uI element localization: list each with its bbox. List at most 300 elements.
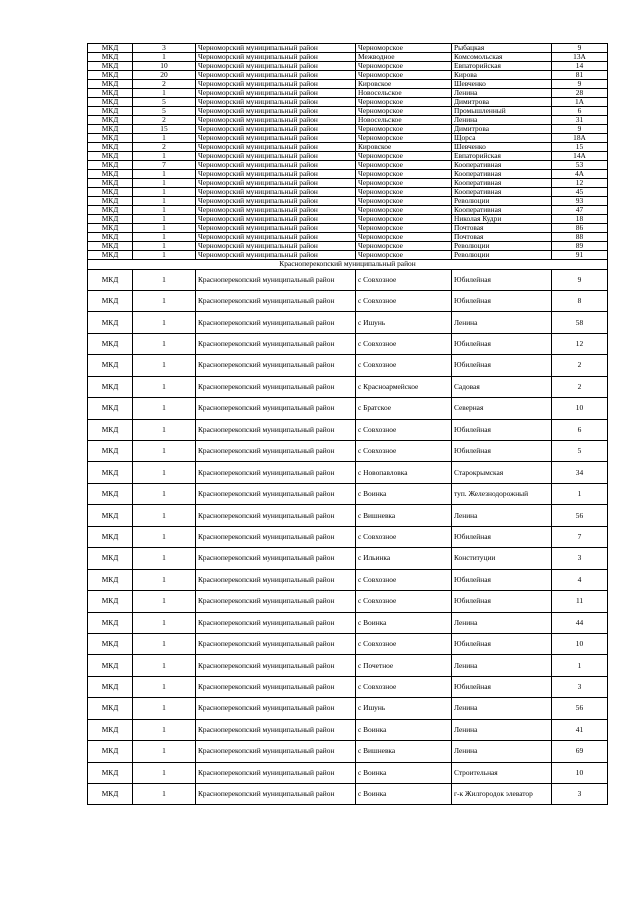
count-cell: 1 — [133, 333, 196, 354]
count-cell: 2 — [133, 116, 196, 125]
street-cell: Рыбацкая — [452, 44, 552, 53]
settlement-cell: Черноморское — [356, 179, 452, 188]
house-cell: 2 — [552, 355, 608, 376]
district-cell: Черноморский муниципальный район — [196, 53, 356, 62]
settlement-cell: с Братское — [356, 398, 452, 419]
settlement-cell: Кировское — [356, 80, 452, 89]
street-cell: Революции — [452, 242, 552, 251]
settlement-cell: Черноморское — [356, 125, 452, 134]
settlement-cell: с Совхозное — [356, 269, 452, 290]
street-cell: Юбилейная — [452, 526, 552, 547]
house-cell: 58 — [552, 312, 608, 333]
district-cell: Красноперекопский муниципальный район — [196, 569, 356, 590]
table-row — [88, 233, 608, 242]
settlement-cell: Черноморское — [356, 161, 452, 170]
house-cell: 93 — [552, 197, 608, 206]
house-cell: 18 — [552, 215, 608, 224]
table-row — [88, 633, 608, 654]
settlement-cell: с Воинка — [356, 784, 452, 805]
house-cell: 14 — [552, 62, 608, 71]
count-cell: 1 — [133, 251, 196, 260]
settlement-cell: Новосельское — [356, 89, 452, 98]
count-cell: 1 — [133, 89, 196, 98]
district-cell: Черноморский муниципальный район — [196, 71, 356, 80]
house-cell: 81 — [552, 71, 608, 80]
type-cell: МКД — [88, 71, 133, 80]
type-cell: МКД — [88, 224, 133, 233]
settlement-cell: с Совхозное — [356, 355, 452, 376]
table-row — [88, 71, 608, 80]
type-cell: МКД — [88, 548, 133, 569]
district-cell: Черноморский муниципальный район — [196, 161, 356, 170]
count-cell: 10 — [133, 62, 196, 71]
type-cell: МКД — [88, 676, 133, 697]
street-cell: Кооперативная — [452, 179, 552, 188]
street-cell: Строительная — [452, 762, 552, 783]
table-row — [88, 612, 608, 633]
settlement-cell: Черноморское — [356, 71, 452, 80]
count-cell: 1 — [133, 784, 196, 805]
count-cell: 1 — [133, 224, 196, 233]
settlement-cell: Черноморское — [356, 242, 452, 251]
district-cell: Красноперекопский муниципальный район — [196, 591, 356, 612]
district-cell: Красноперекопский муниципальный район — [196, 505, 356, 526]
settlement-cell: с Новопавловка — [356, 462, 452, 483]
table-row — [88, 398, 608, 419]
type-cell: МКД — [88, 290, 133, 311]
type-cell: МКД — [88, 762, 133, 783]
house-cell: 44 — [552, 612, 608, 633]
settlement-cell: Черноморское — [356, 224, 452, 233]
district-cell: Красноперекопский муниципальный район — [196, 655, 356, 676]
type-cell: МКД — [88, 419, 133, 440]
settlement-cell: с Совхозное — [356, 419, 452, 440]
street-cell: Юбилейная — [452, 676, 552, 697]
street-cell: Димитрова — [452, 125, 552, 134]
street-cell: Ленина — [452, 312, 552, 333]
count-cell: 1 — [133, 134, 196, 143]
type-cell: МКД — [88, 698, 133, 719]
district-cell: Красноперекопский муниципальный район — [196, 762, 356, 783]
count-cell: 2 — [133, 143, 196, 152]
house-cell: 89 — [552, 242, 608, 251]
count-cell: 1 — [133, 152, 196, 161]
table-row — [88, 98, 608, 107]
table-row — [88, 355, 608, 376]
count-cell: 1 — [133, 526, 196, 547]
house-cell: 47 — [552, 206, 608, 215]
table-row — [88, 376, 608, 397]
house-cell: 6 — [552, 107, 608, 116]
type-cell: МКД — [88, 591, 133, 612]
type-cell: МКД — [88, 655, 133, 676]
table-row — [88, 125, 608, 134]
street-cell: Ленина — [452, 698, 552, 719]
house-cell: 7 — [552, 526, 608, 547]
district-cell: Красноперекопский муниципальный район — [196, 548, 356, 569]
house-cell: 86 — [552, 224, 608, 233]
settlement-cell: с Совхозное — [356, 441, 452, 462]
street-cell: Юбилейная — [452, 355, 552, 376]
district-cell: Черноморский муниципальный район — [196, 215, 356, 224]
settlement-cell: Черноморское — [356, 62, 452, 71]
table-row — [88, 290, 608, 311]
house-cell: 41 — [552, 719, 608, 740]
count-cell: 1 — [133, 441, 196, 462]
count-cell: 1 — [133, 419, 196, 440]
count-cell: 1 — [133, 741, 196, 762]
street-cell: Кирова — [452, 71, 552, 80]
type-cell: МКД — [88, 505, 133, 526]
street-cell: Юбилейная — [452, 290, 552, 311]
count-cell: 1 — [133, 188, 196, 197]
type-cell: МКД — [88, 80, 133, 89]
district-cell: Красноперекопский муниципальный район — [196, 698, 356, 719]
district-cell: Черноморский муниципальный район — [196, 62, 356, 71]
settlement-cell: Черноморское — [356, 233, 452, 242]
type-cell: МКД — [88, 376, 133, 397]
count-cell: 1 — [133, 505, 196, 526]
settlement-cell: с Совхозное — [356, 569, 452, 590]
table-row — [88, 206, 608, 215]
house-cell: 69 — [552, 741, 608, 762]
table-row — [88, 419, 608, 440]
district-cell: Красноперекопский муниципальный район — [196, 312, 356, 333]
house-cell: 5 — [552, 441, 608, 462]
settlement-cell: с Вишневка — [356, 505, 452, 526]
district-cell: Красноперекопский муниципальный район — [196, 376, 356, 397]
street-cell: Промышленный — [452, 107, 552, 116]
house-cell: 9 — [552, 44, 608, 53]
table-row — [88, 741, 608, 762]
count-cell: 1 — [133, 53, 196, 62]
house-cell: 10 — [552, 633, 608, 654]
type-cell: МКД — [88, 719, 133, 740]
count-cell: 20 — [133, 71, 196, 80]
street-cell: Евпаторийская — [452, 152, 552, 161]
count-cell: 15 — [133, 125, 196, 134]
table-row — [88, 44, 608, 53]
street-cell: Революции — [452, 197, 552, 206]
type-cell: МКД — [88, 152, 133, 161]
housing-table — [87, 43, 608, 805]
district-cell: Черноморский муниципальный район — [196, 233, 356, 242]
district-cell: Черноморский муниципальный район — [196, 125, 356, 134]
type-cell: МКД — [88, 526, 133, 547]
street-cell: Старокрымская — [452, 462, 552, 483]
settlement-cell: с Ишунь — [356, 312, 452, 333]
count-cell: 1 — [133, 179, 196, 188]
district-cell: Черноморский муниципальный район — [196, 242, 356, 251]
count-cell: 1 — [133, 633, 196, 654]
district-cell: Черноморский муниципальный район — [196, 143, 356, 152]
house-cell: 91 — [552, 251, 608, 260]
street-cell: Ленина — [452, 655, 552, 676]
settlement-cell: с Совхозное — [356, 591, 452, 612]
settlement-cell: с Воинка — [356, 719, 452, 740]
type-cell: МКД — [88, 312, 133, 333]
street-cell: Юбилейная — [452, 633, 552, 654]
street-cell: Ленина — [452, 89, 552, 98]
district-cell: Красноперекопский муниципальный район — [196, 526, 356, 547]
type-cell: МКД — [88, 233, 133, 242]
district-cell: Черноморский муниципальный район — [196, 152, 356, 161]
settlement-cell: Черноморское — [356, 107, 452, 116]
section-header-row — [88, 260, 608, 270]
type-cell: МКД — [88, 441, 133, 462]
table-row — [88, 719, 608, 740]
settlement-cell: Межводное — [356, 53, 452, 62]
district-cell: Черноморский муниципальный район — [196, 116, 356, 125]
count-cell: 3 — [133, 44, 196, 53]
type-cell: МКД — [88, 62, 133, 71]
district-cell: Черноморский муниципальный район — [196, 44, 356, 53]
table-row — [88, 526, 608, 547]
street-cell: Садовая — [452, 376, 552, 397]
district-cell: Черноморский муниципальный район — [196, 206, 356, 215]
count-cell: 1 — [133, 269, 196, 290]
district-cell: Красноперекопский муниципальный район — [196, 676, 356, 697]
count-cell: 5 — [133, 98, 196, 107]
table-row — [88, 152, 608, 161]
type-cell: МКД — [88, 44, 133, 53]
settlement-cell: Черноморское — [356, 44, 452, 53]
table-row — [88, 312, 608, 333]
type-cell: МКД — [88, 179, 133, 188]
settlement-cell: с Воинка — [356, 612, 452, 633]
table-row — [88, 483, 608, 504]
house-cell: 10 — [552, 398, 608, 419]
count-cell: 1 — [133, 698, 196, 719]
house-cell: 15 — [552, 143, 608, 152]
settlement-cell: Черноморское — [356, 188, 452, 197]
settlement-cell: с Совхозное — [356, 333, 452, 354]
house-cell: 4А — [552, 170, 608, 179]
house-cell: 1 — [552, 483, 608, 504]
table-row — [88, 242, 608, 251]
count-cell: 1 — [133, 569, 196, 590]
table-row — [88, 53, 608, 62]
district-cell: Черноморский муниципальный район — [196, 188, 356, 197]
table-row — [88, 655, 608, 676]
house-cell: 10 — [552, 762, 608, 783]
house-cell: 56 — [552, 505, 608, 526]
house-cell: 18А — [552, 134, 608, 143]
table-body — [88, 44, 608, 805]
count-cell: 5 — [133, 107, 196, 116]
type-cell: МКД — [88, 633, 133, 654]
district-cell: Черноморский муниципальный район — [196, 98, 356, 107]
count-cell: 2 — [133, 80, 196, 89]
street-cell: Кооперативная — [452, 206, 552, 215]
count-cell: 1 — [133, 719, 196, 740]
table-row — [88, 224, 608, 233]
table-row — [88, 591, 608, 612]
house-cell: 3 — [552, 676, 608, 697]
district-cell: Черноморский муниципальный район — [196, 170, 356, 179]
street-cell: Конституции — [452, 548, 552, 569]
count-cell: 1 — [133, 242, 196, 251]
street-cell: Ленина — [452, 741, 552, 762]
street-cell: Почтовая — [452, 233, 552, 242]
house-cell: 6 — [552, 419, 608, 440]
district-cell: Черноморский муниципальный район — [196, 251, 356, 260]
settlement-cell: с Совхозное — [356, 633, 452, 654]
table-row — [88, 784, 608, 805]
settlement-cell: с Ишунь — [356, 698, 452, 719]
table-row — [88, 188, 608, 197]
type-cell: МКД — [88, 741, 133, 762]
table-row — [88, 762, 608, 783]
district-cell: Черноморский муниципальный район — [196, 224, 356, 233]
district-cell: Красноперекопский муниципальный район — [196, 719, 356, 740]
type-cell: МКД — [88, 784, 133, 805]
count-cell: 1 — [133, 655, 196, 676]
street-cell: Юбилейная — [452, 419, 552, 440]
type-cell: МКД — [88, 333, 133, 354]
type-cell: МКД — [88, 188, 133, 197]
table-row — [88, 569, 608, 590]
district-cell: Черноморский муниципальный район — [196, 179, 356, 188]
count-cell: 1 — [133, 206, 196, 215]
street-cell: Юбилейная — [452, 441, 552, 462]
table-row — [88, 116, 608, 125]
district-cell: Красноперекопский муниципальный район — [196, 612, 356, 633]
type-cell: МКД — [88, 215, 133, 224]
district-cell: Красноперекопский муниципальный район — [196, 419, 356, 440]
settlement-cell: Черноморское — [356, 134, 452, 143]
table-row — [88, 161, 608, 170]
street-cell: Революции — [452, 251, 552, 260]
street-cell: Ленина — [452, 612, 552, 633]
count-cell: 1 — [133, 233, 196, 242]
street-cell: Димитрова — [452, 98, 552, 107]
street-cell: Юбилейная — [452, 569, 552, 590]
house-cell: 28 — [552, 89, 608, 98]
type-cell: МКД — [88, 161, 133, 170]
district-cell: Красноперекопский муниципальный район — [196, 741, 356, 762]
type-cell: МКД — [88, 355, 133, 376]
type-cell: МКД — [88, 89, 133, 98]
type-cell: МКД — [88, 107, 133, 116]
table-row — [88, 143, 608, 152]
street-cell: Кооперативная — [452, 170, 552, 179]
house-cell: 88 — [552, 233, 608, 242]
type-cell: МКД — [88, 116, 133, 125]
district-cell: Черноморский муниципальный район — [196, 89, 356, 98]
street-cell: Юбилейная — [452, 269, 552, 290]
table-row — [88, 698, 608, 719]
type-cell: МКД — [88, 206, 133, 215]
count-cell: 1 — [133, 591, 196, 612]
count-cell: 1 — [133, 548, 196, 569]
table-row — [88, 80, 608, 89]
table-row — [88, 62, 608, 71]
house-cell: 9 — [552, 125, 608, 134]
district-cell: Красноперекопский муниципальный район — [196, 398, 356, 419]
type-cell: МКД — [88, 251, 133, 260]
district-cell: Красноперекопский муниципальный район — [196, 483, 356, 504]
house-cell: 4 — [552, 569, 608, 590]
settlement-cell: с Воинка — [356, 762, 452, 783]
table-row — [88, 107, 608, 116]
settlement-cell: с Почетное — [356, 655, 452, 676]
table-row — [88, 505, 608, 526]
section-header: Красноперекопский муниципальный район — [88, 260, 608, 270]
type-cell: МКД — [88, 242, 133, 251]
house-cell: 31 — [552, 116, 608, 125]
table-row — [88, 676, 608, 697]
settlement-cell: Кировское — [356, 143, 452, 152]
table-row — [88, 269, 608, 290]
settlement-cell: Черноморское — [356, 197, 452, 206]
table-row — [88, 170, 608, 179]
settlement-cell: с Вишневка — [356, 741, 452, 762]
type-cell: МКД — [88, 98, 133, 107]
settlement-cell: Черноморское — [356, 98, 452, 107]
count-cell: 1 — [133, 612, 196, 633]
settlement-cell: с Воинка — [356, 483, 452, 504]
street-cell: Юбилейная — [452, 591, 552, 612]
street-cell: Кооперативная — [452, 161, 552, 170]
house-cell: 9 — [552, 269, 608, 290]
street-cell: Ленина — [452, 116, 552, 125]
street-cell: г-к Жилгородок элеватор — [452, 784, 552, 805]
type-cell: МКД — [88, 569, 133, 590]
house-cell: 45 — [552, 188, 608, 197]
house-cell: 13А — [552, 53, 608, 62]
count-cell: 1 — [133, 676, 196, 697]
table-row — [88, 251, 608, 260]
type-cell: МКД — [88, 170, 133, 179]
street-cell: Евпаторийская — [452, 62, 552, 71]
table-row — [88, 548, 608, 569]
district-cell: Черноморский муниципальный район — [196, 107, 356, 116]
count-cell: 1 — [133, 462, 196, 483]
table-row — [88, 197, 608, 206]
house-cell: 1 — [552, 655, 608, 676]
district-cell: Красноперекопский муниципальный район — [196, 784, 356, 805]
district-cell: Красноперекопский муниципальный район — [196, 633, 356, 654]
house-cell: 3 — [552, 548, 608, 569]
district-cell: Красноперекопский муниципальный район — [196, 462, 356, 483]
street-cell: Николая Кудри — [452, 215, 552, 224]
street-cell: Щорса — [452, 134, 552, 143]
count-cell: 1 — [133, 170, 196, 179]
street-cell: туп. Железнодорожный — [452, 483, 552, 504]
district-cell: Красноперекопский муниципальный район — [196, 355, 356, 376]
type-cell: МКД — [88, 269, 133, 290]
street-cell: Кооперативная — [452, 188, 552, 197]
table-row — [88, 215, 608, 224]
table-row — [88, 441, 608, 462]
count-cell: 1 — [133, 376, 196, 397]
house-cell: 9 — [552, 80, 608, 89]
street-cell: Ленина — [452, 505, 552, 526]
district-cell: Черноморский муниципальный район — [196, 197, 356, 206]
street-cell: Юбилейная — [452, 333, 552, 354]
count-cell: 7 — [133, 161, 196, 170]
house-cell: 12 — [552, 179, 608, 188]
house-cell: 3 — [552, 784, 608, 805]
type-cell: МКД — [88, 197, 133, 206]
street-cell: Шевченко — [452, 80, 552, 89]
count-cell: 1 — [133, 483, 196, 504]
street-cell: Шевченко — [452, 143, 552, 152]
type-cell: МКД — [88, 483, 133, 504]
type-cell: МКД — [88, 143, 133, 152]
count-cell: 1 — [133, 355, 196, 376]
